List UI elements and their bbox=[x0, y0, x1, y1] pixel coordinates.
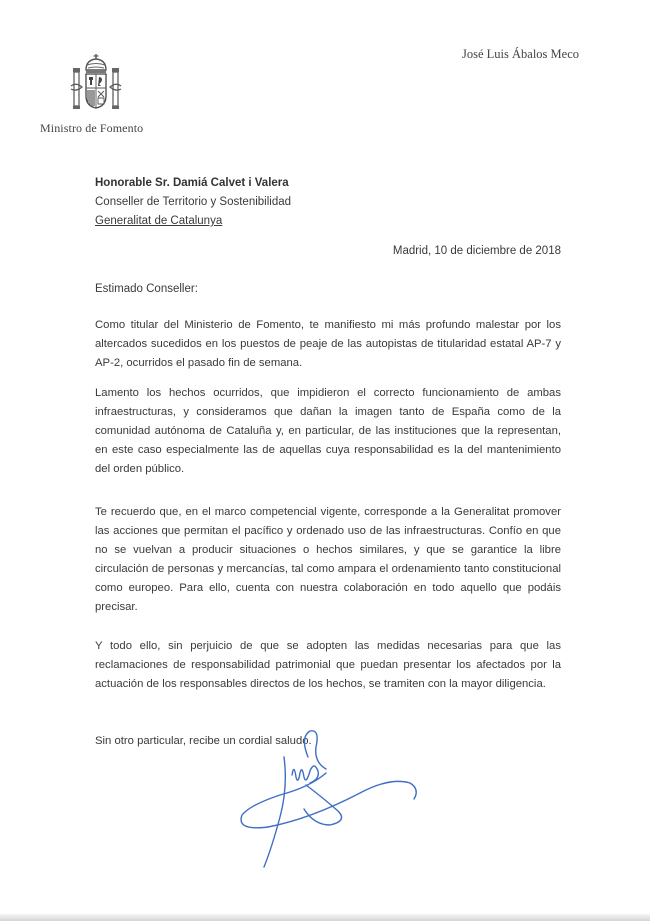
date-line: Madrid, 10 de diciembre de 2018 bbox=[392, 245, 561, 257]
signature-icon bbox=[230, 727, 430, 877]
minister-name: José Luis Ábalos Meco bbox=[462, 47, 579, 61]
coat-of-arms-icon bbox=[70, 52, 122, 112]
body-paragraph: Lamento los hechos ocurridos, que impidieron el correcto funcionamiento de ambas infraestructuras, y consideramos que dañan la imagen tanto de España como de la comunidad autónoma de Cataluña y, en particular, de las instituciones que la representan, en este caso especialmente las de aquellas cuya responsabilidad es la del mantenimiento del orden público. bbox=[95, 387, 561, 475]
salutation: Estimado Conseller: bbox=[95, 283, 198, 295]
recipient-name: Honorable Sr. Damiá Calvet i Valera bbox=[95, 177, 289, 189]
recipient-position: Conseller de Territorio y Sostenibilidad bbox=[95, 196, 292, 208]
body-paragraph: Te recuerdo que, en el marco competencial vigente, corresponde a la Generalitat promover las acciones que permitan el pacífico y ordenado uso de las infraestructuras. Confío en que no se vuelvan a producir situaciones o hechos similares, y que se garantice la libre circulación de personas y mercancías, tal como ampara el ordenamiento tanto constitucional como europeo. Para ello, cuenta con nuestra colaboración en todo aquello que podáis precisar. bbox=[95, 506, 561, 613]
body-paragraph: Como titular del Ministerio de Fomento, te manifiesto mi más profundo malestar por los altercados sucedidos en los puestos de peaje de las autopistas de titularidad estatal AP-7 y AP-2, ocurridos el pasado fin de semana. bbox=[95, 319, 561, 369]
body-paragraph: Y todo ello, sin perjuicio de que se adopten las medidas necesarias para que las reclamaciones de responsabilidad patrimonial que puedan presentar los afectados por la actuación de los responsables directos de los hechos, se tramiten con la mayor diligencia. bbox=[95, 640, 561, 690]
recipient-block bbox=[95, 174, 291, 231]
closing-line: Sin otro particular, recibe un cordial saludo. bbox=[95, 735, 312, 747]
recipient-organization: Generalitat de Catalunya bbox=[95, 215, 223, 227]
page-bottom-edge bbox=[0, 914, 650, 921]
ministry-name: Ministro de Fomento bbox=[40, 121, 144, 135]
